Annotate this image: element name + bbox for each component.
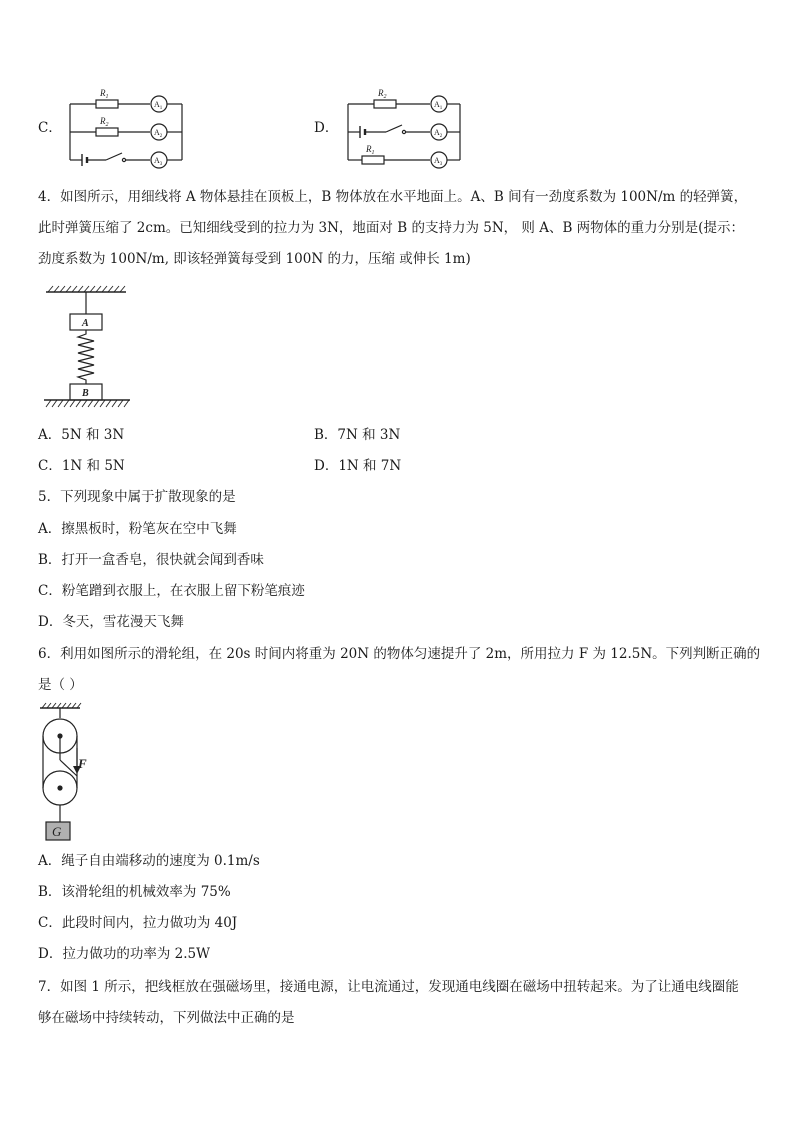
- svg-text:A: A: [82, 318, 89, 329]
- ceiling-hatch: [48, 286, 125, 292]
- svg-text:R1: $R_1$: [100, 88, 109, 100]
- svg-text:B: B: [82, 388, 89, 399]
- q5-option-b: B．打开一盒香皂，很快就会闻到香味: [38, 552, 264, 568]
- q6-option-a: A．绳子自由端移动的速度为 0.1m/s: [38, 853, 260, 869]
- q5-option-a: A．擦黑板时，粉笔灰在空中飞舞: [38, 521, 237, 537]
- spring-icon: [78, 330, 94, 384]
- q6-option-d: D．拉力做功的功率为 2.5W: [38, 946, 210, 962]
- circuit-diagram-d: [340, 84, 470, 170]
- floor-hatch: [46, 400, 129, 407]
- q4-option-c: C．1N 和 5N: [38, 458, 125, 474]
- switch-icon: [106, 153, 122, 160]
- resistor-r1: [362, 156, 384, 164]
- q3-option-d-label: D．: [314, 120, 339, 136]
- q5-option-d: D．冬天，雪花漫天飞舞: [38, 614, 184, 630]
- svg-text:A2: $A_2$: [434, 128, 443, 139]
- circuit-diagram-c: [62, 86, 192, 172]
- q4-option-d: D．1N 和 7N: [314, 458, 402, 474]
- q7-stem-line2: 够在磁场中持续转动，下列做法中正确的是: [38, 1010, 295, 1026]
- resistor-r2: [374, 100, 396, 108]
- q4-stem-line3: 劲度系数为 100N/m, 即该轻弹簧每受到 100N 的力，压缩 或伸长 1m): [38, 251, 471, 267]
- q6-option-b: B．该滑轮组的机械效率为 75%: [38, 884, 231, 900]
- q5-option-c: C．粉笔蹭到衣服上，在衣服上留下粉笔痕迹: [38, 583, 305, 599]
- svg-text:F: F: [78, 756, 87, 771]
- q6-stem-line1: 6．利用如图所示的滑轮组，在 20s 时间内将重为 20N 的物体匀速提升了 2m，所用拉力 F 为 12.5N。下列判断正确的: [38, 646, 761, 662]
- pulley-diagram: [36, 700, 100, 842]
- svg-text:A1: $A_1$: [154, 100, 163, 111]
- q7-stem-line1: 7．如图 1 所示，把线框放在强磁场里，接通电源，让电流通过，发现通电线圈在磁场中扭转起来。为了让通电线圈能: [38, 979, 739, 995]
- svg-text:G: G: [52, 824, 62, 839]
- svg-text:A2: $A_2$: [154, 128, 163, 139]
- q6-option-c: C．此段时间内，拉力做功为 40J: [38, 915, 238, 931]
- resistor-r2: [96, 128, 118, 136]
- svg-text:A1: $A_1$: [434, 100, 443, 111]
- q5-stem: 5．下列现象中属于扩散现象的是: [38, 489, 236, 505]
- resistor-r1: [96, 100, 118, 108]
- q3-option-c-label: C．: [38, 120, 62, 136]
- q6-stem-line2: 是（ ）: [38, 677, 83, 693]
- svg-text:R2: $R_2$: [378, 88, 387, 100]
- q4-stem-line2: 此时弹簧压缩了 2cm。已知细线受到的拉力为 3N，地面对 B 的支持力为 5N， 则 A、B 两物体的重力分别是(提示：: [38, 220, 744, 236]
- svg-text:A3: $A_3$: [154, 156, 163, 167]
- spring-diagram: [40, 284, 136, 410]
- switch-icon: [386, 125, 402, 132]
- svg-text:A3: $A_3$: [434, 156, 443, 167]
- svg-text:R2: $R_2$: [100, 116, 109, 128]
- q4-option-a: A．5N 和 3N: [38, 427, 125, 443]
- q4-stem-line1: 4．如图所示，用细线将 A 物体悬挂在顶板上，B 物体放在水平地面上。A、B 间有一劲度系数为 100N/m 的轻弹簧，: [38, 189, 748, 205]
- svg-text:R1: $R_1$: [366, 144, 375, 156]
- q4-option-b: B．7N 和 3N: [314, 427, 401, 443]
